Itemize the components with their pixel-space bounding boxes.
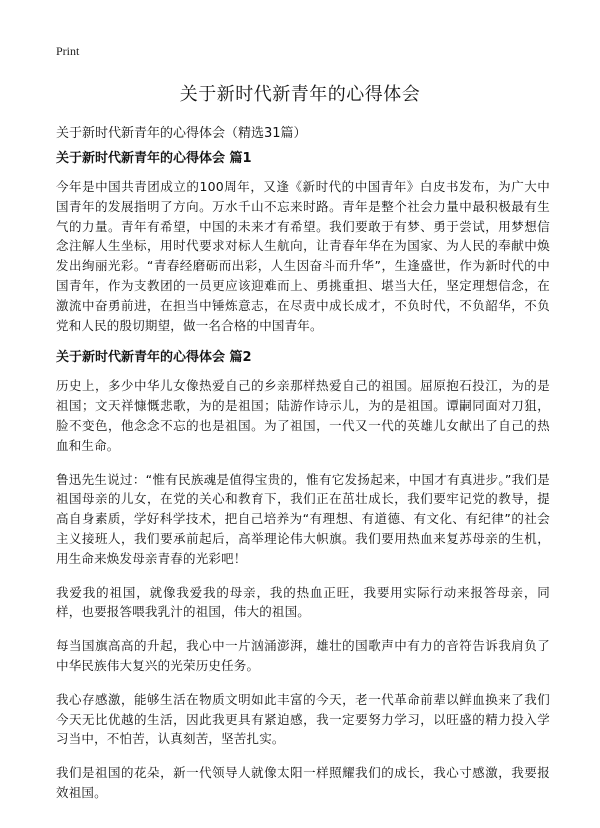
document-subtitle: 关于新时代新青年的心得体会（精选31篇） xyxy=(56,126,307,141)
document-body xyxy=(56,150,550,817)
document-title: 关于新时代新青年的心得体会 xyxy=(179,84,421,105)
paragraph: 今年是中国共青团成立的100周年，又逢《新时代的中国青年》白皮书发布，为广大中国青年的发展指明了方向。万水千山不忘来时路。青年是整个社会力量中最积极最有生气的力量。青年有希望，中国的未来才有希望。我们要敢于有梦、勇于尝试，用梦想信念注解人生坐标，用时代要求对标人生航向，让青春年华在为国家、为人民的奉献中焕发出绚丽光彩。“青春经磨砺而出彩，人生因奋斗而升华”，生逢盛世，作为新时代的中国青年，作为支教团的一员更应该迎难而上、勇挑重担、堪当大任，坚定理想信念，在激流中奋勇前进，在担当中锤炼意志，在尽责中成长成才，不负时代，不负韶华，不负党和人民的殷切期望，做一名合格的中国青年。 xyxy=(56,179,550,333)
paragraph: 鲁迅先生说过：“惟有民族魂是值得宝贵的，惟有它发扬起来，中国才有真进步。”我们是祖国母亲的儿女，在党的关心和教育下，我们正在茁壮成长，我们要牢记党的教导，提高自身素质，学好科学技术，把自己培养为“有理想、有道德、有文化、有纪律”的社会主义接班人，我们要承前起后，高举理论伟大帜旗。我们要用热血来复苏母亲的生机，用生命来焕发母亲青春的光彩吧！ xyxy=(56,471,550,566)
section-heading: 关于新时代新青年的心得体会 篇2 xyxy=(56,350,252,366)
paragraph: 我心存感激，能够生活在物质文明如此丰富的今天，老一代革命前辈以鲜血换来了我们今天无比优越的生活，因此我更具有紧迫感，我一定要努力学习，以旺盛的精力投入学习当中，不怕苦，认真刻苦，坚苦扎实。 xyxy=(56,691,550,747)
paragraph: 我们是祖国的花朵，新一代领导人就像太阳一样照耀我们的成长，我心寸感激，我要报效祖国。 xyxy=(56,765,550,800)
paragraph: 每当国旗高高的升起，我心中一片汹涌澎湃，雄壮的国歌声中有力的音符告诉我肩负了中华民族伟大复兴的光荣历史任务。 xyxy=(56,638,550,673)
section-heading: 关于新时代新青年的心得体会 篇1 xyxy=(56,151,252,166)
section-1 xyxy=(56,150,550,335)
section-2 xyxy=(56,349,550,802)
print-link[interactable]: Print xyxy=(56,44,80,58)
paragraph: 历史上，多少中华儿女像热爱自己的乡亲那样热爱自己的祖国。屈原抱石投江，为的是祖国；文天祥慷慨悲歌，为的是祖国；陆游作诗示儿，为的是祖国。谭嗣同面对刀狙，脸不变色，他念念不忘的也是祖国。为了祖国，一代又一代的英雄儿女献出了自己的热血和生命。 xyxy=(56,378,550,453)
paragraph: 我爱我的祖国，就像我爱我的母亲，我的热血正旺，我要用实际行动来报答母亲，同样，也要报答喂我乳汁的祖国，伟大的祖国。 xyxy=(56,584,550,620)
